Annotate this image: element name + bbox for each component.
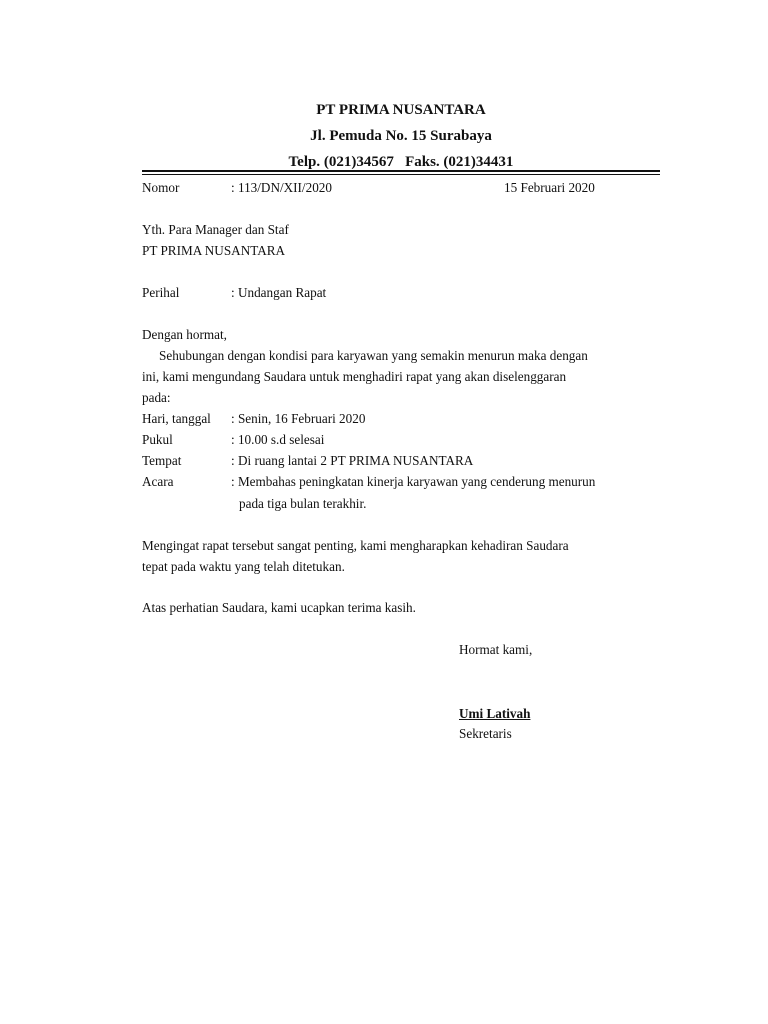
- para1-line-2: ini, kami mengundang Saudara untuk menghadiri rapat yang akan diselenggaran: [142, 369, 567, 384]
- letter-date: 15 Februari 2020: [504, 180, 595, 195]
- nomor-value: : 113/DN/XII/2020: [231, 180, 332, 195]
- subject-line: [142, 283, 326, 303]
- company-fax: Faks. (021)34431: [405, 154, 514, 170]
- detail-label: Acara: [142, 474, 174, 489]
- detail-label: Pukul: [142, 432, 173, 447]
- detail-row-acara: [142, 472, 595, 492]
- para2-line-2: tepat pada waktu yang telah ditetukan.: [142, 559, 345, 574]
- signature-name: Umi Lativah: [459, 706, 531, 721]
- recipient-line-2: PT PRIMA NUSANTARA: [142, 243, 286, 258]
- detail-label: Tempat: [142, 453, 182, 468]
- detail-value: : Membahas peningkatan kinerja karyawan yang cenderung menurun: [231, 474, 596, 489]
- company-address: Jl. Pemuda No. 15 Surabaya: [310, 128, 492, 144]
- detail-row-hari: [142, 409, 365, 429]
- greeting: Dengan hormat,: [142, 327, 227, 342]
- para1-line-3: pada:: [142, 390, 171, 405]
- detail-label: Hari, tanggal: [142, 411, 211, 426]
- detail-value: : Di ruang lantai 2 PT PRIMA NUSANTARA: [231, 453, 474, 468]
- letterhead-rule-thick: [142, 170, 660, 172]
- para2-line-1: Mengingat rapat tersebut sangat penting, kami mengharapkan kehadiran Saudara: [142, 538, 569, 553]
- nomor-line: [142, 178, 332, 198]
- detail-value: : Senin, 16 Februari 2020: [231, 411, 366, 426]
- para1-line-1: Sehubungan dengan kondisi para karyawan yang semakin menurun maka dengan: [159, 348, 588, 363]
- detail-row-pukul: [142, 430, 324, 450]
- recipient-line-1: Yth. Para Manager dan Staf: [142, 222, 289, 237]
- signature-salutation: Hormat kami,: [459, 642, 533, 657]
- letterhead-rule-thin: [142, 174, 660, 175]
- subject-label: Perihal: [142, 285, 180, 300]
- signature-title: Sekretaris: [459, 726, 512, 741]
- detail-row-tempat: [142, 451, 473, 471]
- letterhead: [142, 97, 660, 175]
- nomor-label: Nomor: [142, 180, 180, 195]
- subject-value: : Undangan Rapat: [231, 285, 327, 300]
- closing-line: Atas perhatian Saudara, kami ucapkan terima kasih.: [142, 600, 416, 615]
- company-name: PT PRIMA NUSANTARA: [316, 102, 486, 118]
- detail-value: : 10.00 s.d selesai: [231, 432, 325, 447]
- acara-continuation: pada tiga bulan terakhir.: [239, 496, 367, 511]
- company-phone: Telp. (021)34567: [288, 154, 394, 170]
